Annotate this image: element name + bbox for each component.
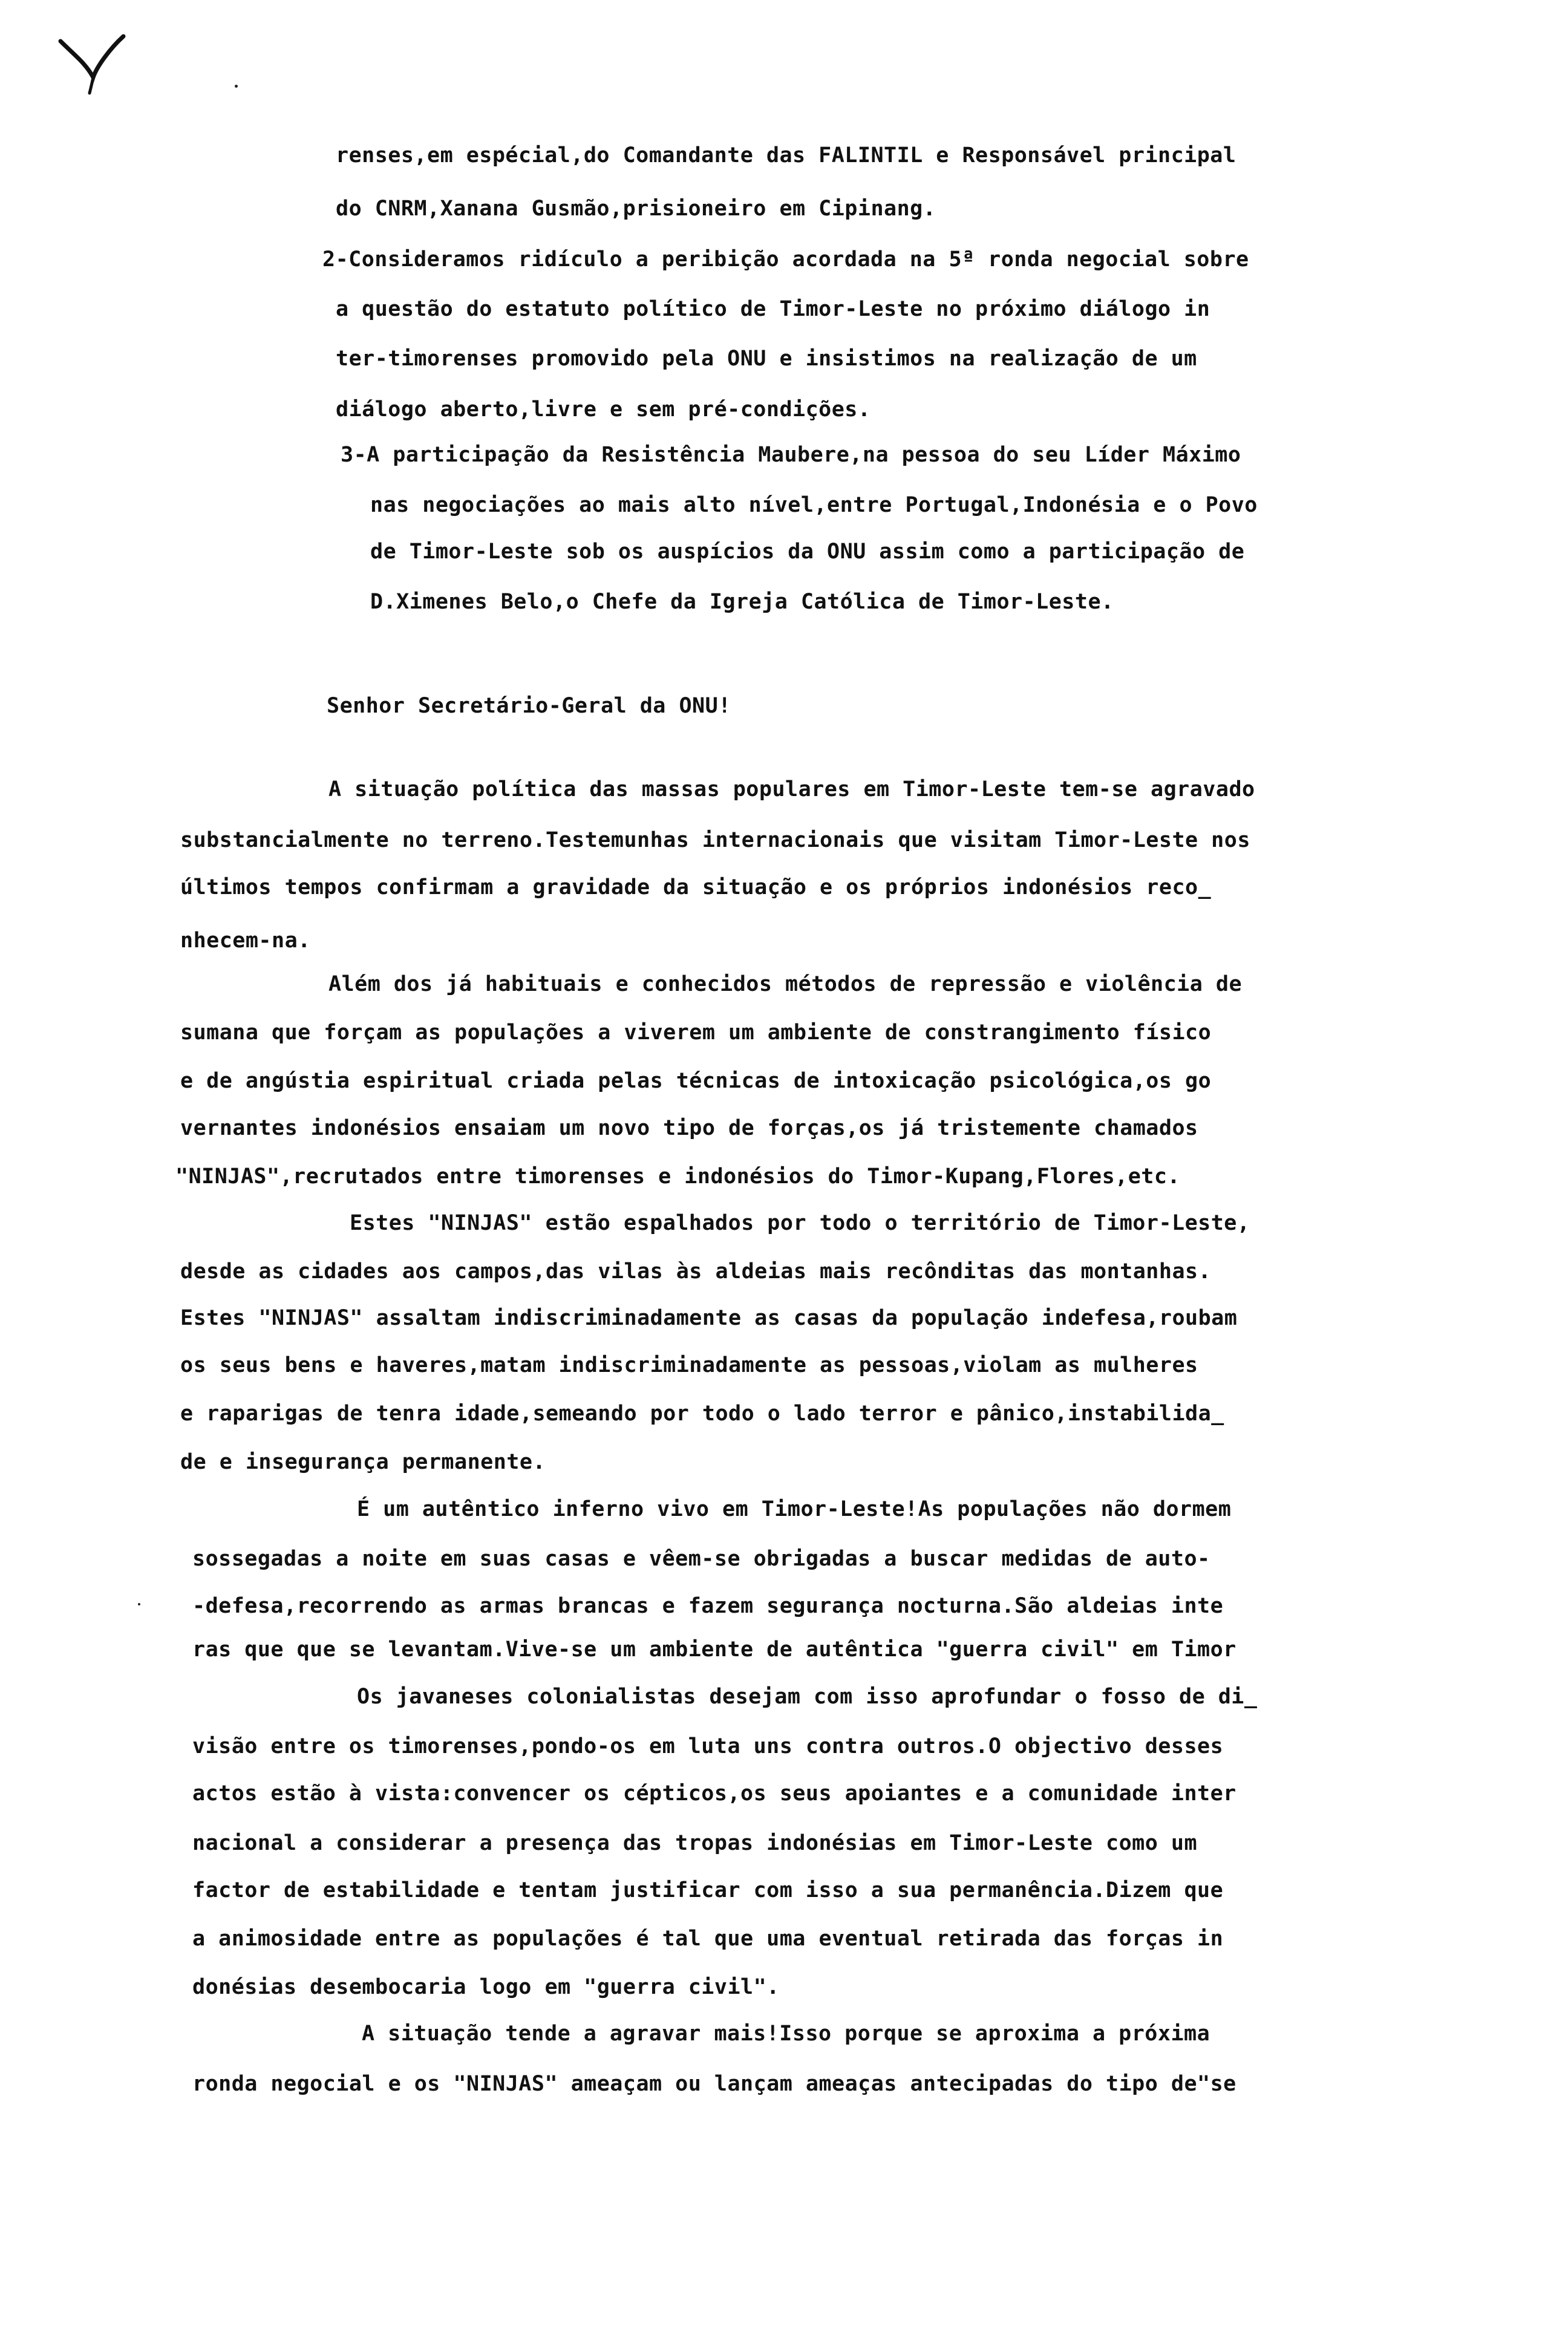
text-line: "NINJAS",recrutados entre timorenses e indonésios do Timor-Kupang,Flores,etc. — [175, 1164, 1181, 1189]
text-line: Estes "NINJAS" estão espalhados por todo o território de Timor-Leste, — [350, 1211, 1250, 1235]
text-line: e de angústia espiritual criada pelas técnicas de intoxicação psicológica,os go — [180, 1069, 1212, 1093]
text-line: actos estão à vista:convencer os cépticos,os seus apoiantes e a comunidade inter — [192, 1781, 1236, 1806]
handwritten-check-mark — [56, 30, 128, 97]
text-line: 2-Consideramos ridículo a peribição acordada na 5ª ronda negocial sobre — [322, 247, 1249, 272]
text-line: nacional a considerar a presença das tropas indonésias em Timor-Leste como um — [192, 1831, 1198, 1855]
text-line: Além dos já habituais e conhecidos métodos de repressão e violência de — [328, 972, 1243, 996]
text-line: desde as cidades aos campos,das vilas às aldeias mais recônditas das montanhas. — [180, 1259, 1212, 1284]
text-line: donésias desembocaria logo em "guerra civil". — [192, 1975, 780, 1999]
text-line: D.Ximenes Belo,o Chefe da Igreja Católica de Timor-Leste. — [370, 590, 1114, 614]
text-line: É um autêntico inferno vivo em Timor-Leste!As populações não dormem — [357, 1497, 1232, 1521]
text-line: ras que que se levantam.Vive-se um ambiente de autêntica "guerra civil" em Timor — [192, 1637, 1236, 1662]
text-line: vernantes indonésios ensaiam um novo tipo de forças,os já tristemente chamados — [180, 1116, 1198, 1140]
text-line: nhecem-na. — [180, 929, 311, 953]
salutation: Senhor Secretário-Geral da ONU! — [327, 694, 731, 718]
text-line: nas negociações ao mais alto nível,entre Portugal,Indonésia e o Povo — [370, 493, 1258, 517]
scan-speck — [138, 1603, 140, 1605]
text-line: últimos tempos confirmam a gravidade da situação e os próprios indonésios reco_ — [180, 875, 1212, 900]
text-line: e raparigas de tenra idade,semeando por todo o lado terror e pânico,instabilida_ — [180, 1402, 1224, 1426]
text-line: do CNRM,Xanana Gusmão,prisioneiro em Cipinang. — [336, 197, 936, 221]
text-line: Os javaneses colonialistas desejam com isso aprofundar o fosso de di_ — [357, 1685, 1258, 1709]
text-line: -defesa,recorrendo as armas brancas e fazem segurança nocturna.São aldeias inte — [192, 1594, 1224, 1618]
text-line: ter-timorenses promovido pela ONU e insistimos na realização de um — [336, 347, 1197, 371]
text-line: A situação política das massas populares em Timor-Leste tem-se agravado — [328, 777, 1255, 802]
text-line: visão entre os timorenses,pondo-os em luta uns contra outros.O objectivo desses — [192, 1734, 1224, 1758]
scan-speck — [235, 85, 238, 88]
text-line: de Timor-Leste sob os auspícios da ONU assim como a participação de — [370, 540, 1245, 564]
text-line: A situação tende a agravar mais!Isso porque se aproxima a próxima — [362, 2022, 1210, 2046]
text-line: diálogo aberto,livre e sem pré-condições. — [336, 397, 871, 422]
text-line: a questão do estatuto político de Timor-Leste no próximo diálogo in — [336, 297, 1210, 321]
text-line: a animosidade entre as populações é tal que uma eventual retirada das forças in — [192, 1927, 1224, 1951]
text-line: Estes "NINJAS" assaltam indiscriminadamente as casas da população indefesa,roubam — [180, 1306, 1238, 1330]
text-line: 3-A participação da Resistência Maubere,na pessoa do seu Líder Máximo — [341, 443, 1241, 467]
text-line: substancialmente no terreno.Testemunhas internacionais que visitam Timor-Leste nos — [180, 828, 1250, 852]
text-line: ronda negocial e os "NINJAS" ameaçam ou lançam ameaças antecipadas do tipo de"se — [192, 2072, 1236, 2096]
text-line: de e insegurança permanente. — [180, 1450, 546, 1474]
text-line: os seus bens e haveres,matam indiscriminadamente as pessoas,violam as mulheres — [180, 1353, 1198, 1377]
text-line: sossegadas a noite em suas casas e vêem-se obrigadas a buscar medidas de auto- — [192, 1547, 1210, 1571]
text-line: renses,em espécial,do Comandante das FALINTIL e Responsável principal — [336, 143, 1236, 168]
text-line: factor de estabilidade e tentam justificar com isso a sua permanência.Dizem que — [192, 1878, 1224, 1902]
text-line: sumana que forçam as populações a viverem um ambiente de constrangimento físico — [180, 1020, 1212, 1045]
